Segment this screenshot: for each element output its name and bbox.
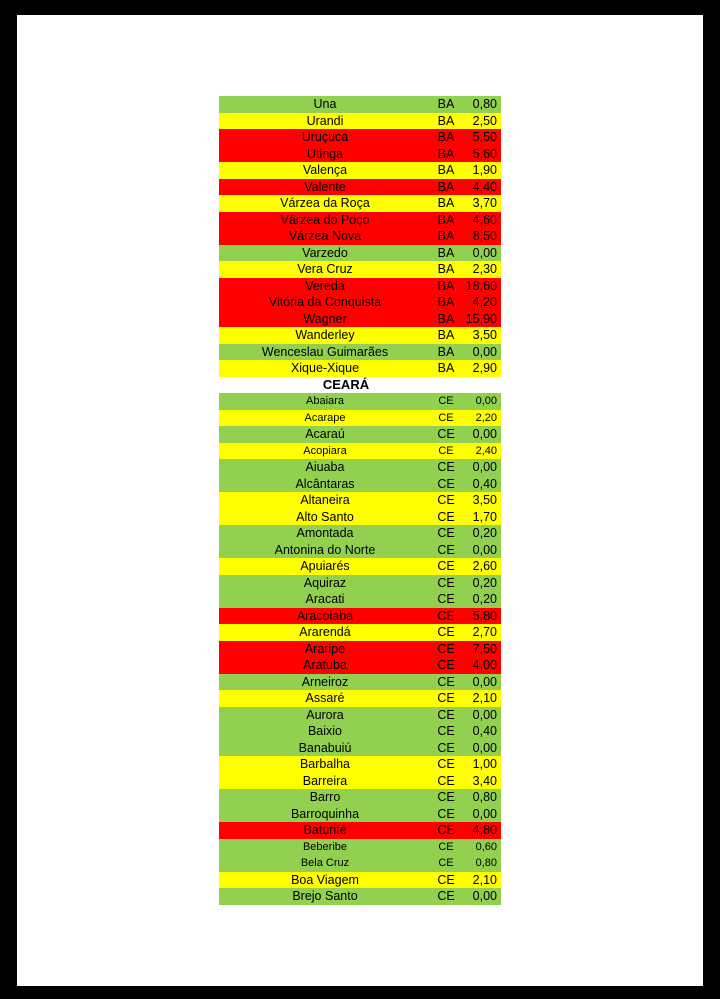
- state-code: CE: [437, 707, 455, 722]
- state-code: BA: [437, 311, 455, 326]
- table-row: [219, 492, 501, 509]
- municipality-name: Una: [313, 97, 337, 111]
- table-row: [219, 393, 501, 410]
- value-cell: 15,90: [465, 311, 497, 326]
- table-row: [219, 294, 501, 311]
- table-row: [219, 542, 501, 559]
- municipality-name: Alcântaras: [295, 476, 355, 491]
- municipality-name: Arneiroz: [301, 674, 349, 689]
- table-row: [219, 195, 501, 212]
- municipality-name: Antonina do Norte: [274, 542, 376, 557]
- section-header: [219, 377, 501, 394]
- municipality-name: Baixio: [307, 724, 343, 738]
- municipality-name: Barro: [309, 790, 341, 804]
- table-row: [219, 162, 501, 179]
- municipality-name: Varzedo: [302, 245, 348, 260]
- state-code: BA: [437, 113, 455, 128]
- value-cell: 2,20: [475, 411, 497, 424]
- state-code: CE: [437, 542, 455, 557]
- state-code: CE: [437, 790, 455, 804]
- table-row: [219, 228, 501, 245]
- municipality-name: Wanderley: [295, 328, 355, 342]
- table-row: [219, 558, 501, 575]
- table-row: [219, 822, 501, 839]
- value-cell: 0,40: [472, 724, 497, 738]
- value-cell: 2,40: [475, 444, 497, 457]
- municipality-name: Aracati: [305, 592, 345, 606]
- municipality-name: Acaraú: [305, 427, 345, 441]
- table-row: [219, 344, 501, 361]
- value-cell: 0,00: [472, 707, 497, 722]
- municipality-name: Aracoiaba: [296, 608, 354, 623]
- municipality-name: Uruçuca: [301, 130, 349, 144]
- value-cell: 0,20: [472, 592, 497, 606]
- table-row: [219, 690, 501, 707]
- table-row: [219, 756, 501, 773]
- table-row: [219, 129, 501, 146]
- state-code: CE: [437, 658, 455, 672]
- table-row: [219, 245, 501, 262]
- table-row: [219, 459, 501, 476]
- value-cell: 1,00: [472, 757, 497, 771]
- value-cell: 7,50: [472, 641, 497, 656]
- table-row: [219, 624, 501, 641]
- value-cell: 2,10: [472, 872, 497, 887]
- municipality-name: Vitória da Conquista: [268, 295, 382, 309]
- state-code: CE: [437, 509, 455, 524]
- state-code: CE: [437, 608, 455, 623]
- value-cell: 5,50: [472, 130, 497, 144]
- state-code: CE: [437, 559, 455, 573]
- table-row: [219, 476, 501, 493]
- table-row: [219, 888, 501, 905]
- table-row: [219, 443, 501, 460]
- municipality-name: Barroquinha: [290, 806, 360, 821]
- municipality-name: Urandi: [306, 113, 344, 128]
- municipality-name: Barreira: [302, 773, 348, 788]
- state-code: BA: [437, 361, 455, 375]
- state-code: BA: [437, 212, 455, 227]
- table-row: [219, 707, 501, 724]
- table-row: [219, 839, 501, 856]
- value-cell: 0,00: [472, 427, 497, 441]
- state-code: CE: [437, 872, 455, 887]
- value-cell: 0,00: [472, 806, 497, 821]
- value-cell: 2,10: [472, 691, 497, 705]
- table-row: [219, 212, 501, 229]
- table-row: [219, 723, 501, 740]
- table-row: [219, 426, 501, 443]
- state-code: CE: [437, 806, 455, 821]
- municipality-name: Abaiara: [306, 395, 344, 407]
- municipality-name: Wagner: [303, 311, 347, 326]
- table-row: [219, 591, 501, 608]
- value-cell: 4,40: [472, 179, 497, 194]
- table-row: [219, 575, 501, 592]
- value-cell: 0,00: [475, 395, 497, 407]
- value-cell: 0,00: [472, 889, 497, 903]
- municipality-name: Baturité: [303, 823, 347, 837]
- municipality-name: Aurora: [306, 707, 344, 722]
- state-code: BA: [437, 229, 455, 243]
- value-cell: 0,60: [475, 840, 497, 853]
- state-code: BA: [437, 163, 455, 177]
- municipality-name: Barbalha: [299, 757, 351, 771]
- municipality-name: Vereda: [305, 278, 345, 293]
- table-row: [219, 789, 501, 806]
- municipality-name: Apuiarés: [300, 559, 350, 573]
- state-code: CE: [437, 823, 455, 837]
- municipality-name: Brejo Santo: [292, 889, 358, 903]
- municipality-name: Aiuaba: [305, 460, 345, 474]
- table-row: [219, 608, 501, 625]
- value-cell: 0,00: [472, 542, 497, 557]
- value-cell: 3,50: [472, 328, 497, 342]
- state-code: BA: [437, 295, 455, 309]
- value-cell: 0,00: [472, 344, 497, 359]
- municipality-name: Várzea do Poço: [280, 212, 370, 227]
- table-row: [219, 360, 501, 377]
- municipality-name: Amontada: [296, 526, 354, 540]
- state-code: CE: [438, 411, 454, 424]
- state-code: CE: [437, 575, 455, 590]
- value-cell: 0,80: [475, 857, 497, 869]
- state-code: CE: [437, 674, 455, 689]
- value-cell: 4,80: [472, 823, 497, 837]
- value-cell: 1,70: [472, 509, 497, 524]
- table-row: [219, 113, 501, 130]
- value-cell: 5,60: [472, 146, 497, 161]
- municipality-name: Acopiara: [303, 444, 347, 457]
- value-cell: 0,00: [472, 674, 497, 689]
- value-cell: 4,00: [472, 658, 497, 672]
- municipality-name: Vera Cruz: [297, 262, 353, 276]
- state-code: CE: [437, 460, 455, 474]
- table-row: [219, 96, 501, 113]
- state-code: BA: [437, 130, 455, 144]
- municipality-name: Várzea Nova: [288, 229, 362, 243]
- table-row: [219, 657, 501, 674]
- value-cell: 0,20: [472, 575, 497, 590]
- value-cell: 0,00: [472, 740, 497, 755]
- value-cell: 3,50: [472, 493, 497, 507]
- state-code: BA: [437, 262, 455, 276]
- state-code: CE: [437, 625, 455, 639]
- value-cell: 4,60: [472, 212, 497, 227]
- value-cell: 0,80: [472, 790, 497, 804]
- state-code: CE: [438, 444, 454, 457]
- value-cell: 2,90: [472, 361, 497, 375]
- municipality-name: Ararendá: [299, 625, 351, 639]
- state-code: BA: [437, 344, 455, 359]
- municipality-name: Valente: [304, 179, 346, 194]
- state-code: CE: [437, 476, 455, 491]
- state-code: BA: [437, 179, 455, 194]
- value-cell: 3,70: [472, 196, 497, 210]
- municipality-name: Utinga: [306, 146, 344, 161]
- value-cell: 0,40: [472, 476, 497, 491]
- value-cell: 0,00: [472, 460, 497, 474]
- municipality-name: Aratuba: [303, 658, 347, 672]
- table-row: [219, 740, 501, 757]
- state-code: CE: [437, 773, 455, 788]
- value-cell: 1,90: [472, 163, 497, 177]
- municipality-name: Aquiraz: [303, 575, 347, 590]
- municipality-name: Araripe: [304, 641, 346, 656]
- municipality-name: Valença: [302, 163, 348, 177]
- value-cell: 0,80: [472, 97, 497, 111]
- table-row: [219, 311, 501, 328]
- state-code: CE: [438, 395, 454, 407]
- state-code: BA: [437, 328, 455, 342]
- state-code: CE: [437, 526, 455, 540]
- table-row: [219, 146, 501, 163]
- state-code: CE: [438, 857, 454, 869]
- value-cell: 2,30: [472, 262, 497, 276]
- value-cell: 2,70: [472, 625, 497, 639]
- table-row: [219, 410, 501, 427]
- state-code: CE: [437, 493, 455, 507]
- value-cell: 2,60: [472, 559, 497, 573]
- table-row: [219, 509, 501, 526]
- table-row: [219, 261, 501, 278]
- value-cell: 3,40: [472, 773, 497, 788]
- state-code: CE: [437, 641, 455, 656]
- table-row: [219, 872, 501, 889]
- table-row: [219, 806, 501, 823]
- table-row: [219, 641, 501, 658]
- state-code: CE: [437, 740, 455, 755]
- table-row: [219, 525, 501, 542]
- table-row: [219, 327, 501, 344]
- value-cell: 18,60: [465, 278, 497, 293]
- municipality-name: Altaneira: [300, 493, 350, 507]
- table-row: [219, 773, 501, 790]
- state-code: BA: [437, 146, 455, 161]
- value-cell: 0,20: [472, 526, 497, 540]
- municipality-table: [219, 96, 501, 905]
- value-cell: 8,50: [472, 229, 497, 243]
- municipality-name: Acarape: [304, 411, 346, 424]
- table-row: [219, 179, 501, 196]
- state-code: CE: [437, 889, 455, 903]
- value-cell: 2,50: [472, 113, 497, 128]
- state-code: CE: [437, 724, 455, 738]
- municipality-name: Boa Viagem: [291, 872, 359, 887]
- municipality-name: Beberibe: [302, 840, 348, 853]
- municipality-name: Bela Cruz: [300, 857, 350, 869]
- state-code: BA: [437, 196, 455, 210]
- value-cell: 4,20: [472, 295, 497, 309]
- value-cell: 5,80: [472, 608, 497, 623]
- table-row: [219, 278, 501, 295]
- municipality-name: Xique-Xique: [290, 361, 360, 375]
- municipality-name: Assaré: [305, 691, 345, 705]
- table-row: [219, 855, 501, 872]
- municipality-name: Wenceslau Guimarães: [261, 344, 389, 359]
- value-cell: 0,00: [472, 245, 497, 260]
- state-code: BA: [437, 245, 455, 260]
- state-code: CE: [437, 592, 455, 606]
- state-code: CE: [437, 427, 455, 441]
- state-code: CE: [437, 757, 455, 771]
- state-code: BA: [437, 97, 455, 111]
- section-header-label: CEARÁ: [322, 376, 370, 392]
- state-code: BA: [437, 278, 455, 293]
- table-row: [219, 674, 501, 691]
- state-code: CE: [438, 840, 454, 853]
- state-code: CE: [437, 691, 455, 705]
- municipality-name: Banabuiú: [298, 740, 352, 755]
- municipality-name: Alto Santo: [296, 509, 354, 524]
- municipality-name: Várzea da Roça: [280, 196, 370, 210]
